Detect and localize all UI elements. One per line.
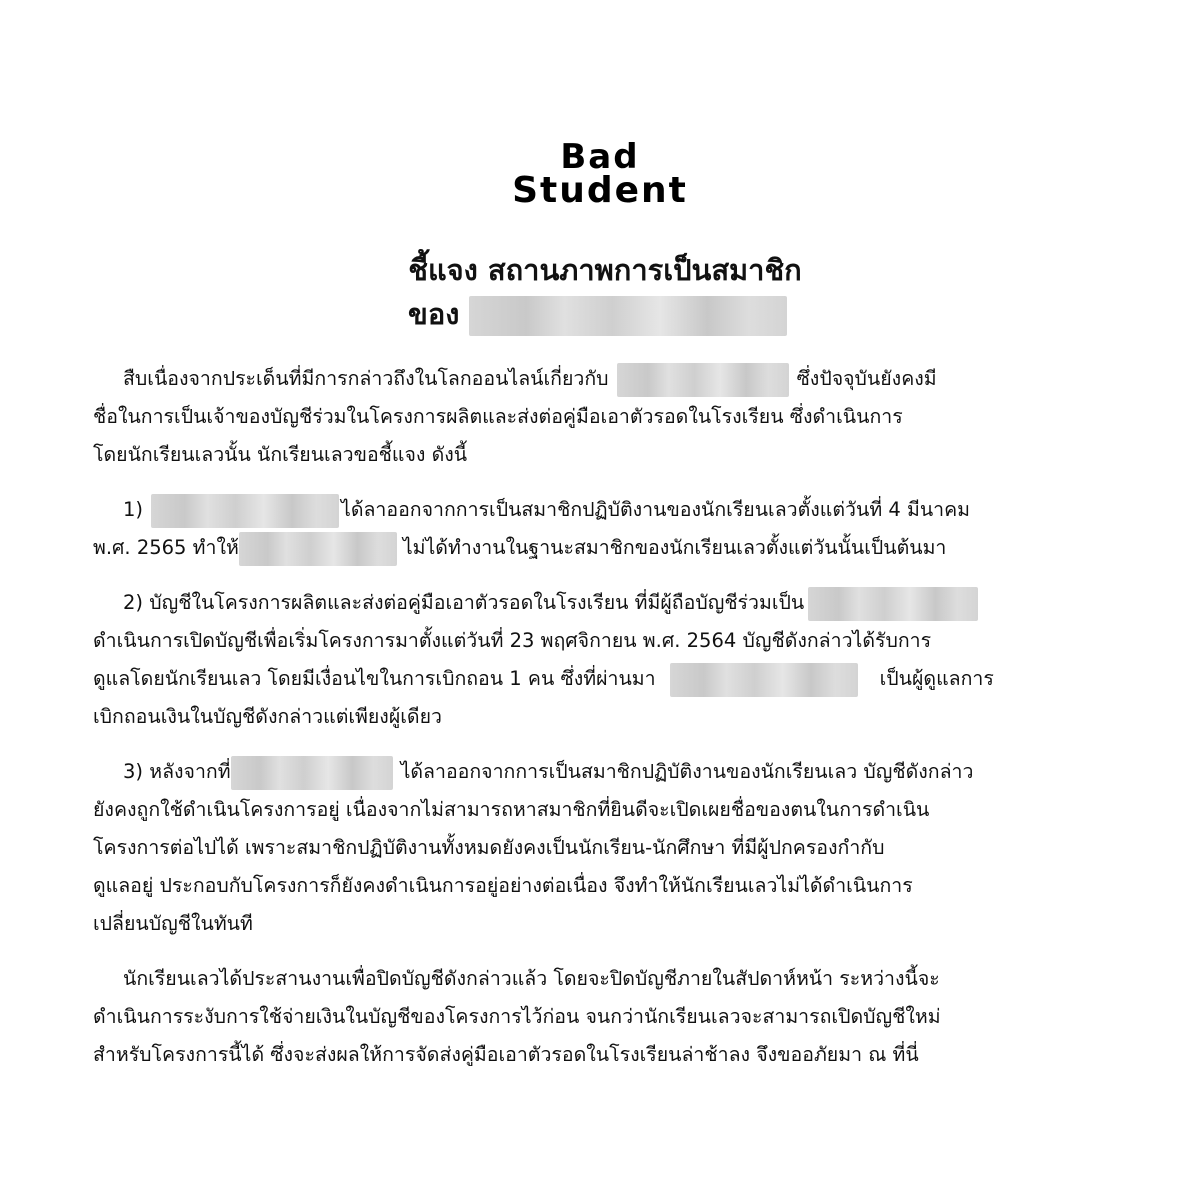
point-1-paragraph — [93, 491, 1113, 567]
title-prefix: ของ — [408, 297, 460, 331]
bad-student-logo — [490, 137, 710, 215]
point-1-text-2b: ไม่ได้ทำงานในฐานะสมาชิกของนักเรียนเลวตั้งแต่วันนั้นเป็นต้นมา — [402, 536, 947, 559]
statement-body — [93, 360, 1113, 1091]
intro-line-3: โดยนักเรียนเลวนั้น นักเรียนเลวขอชี้แจง ดังนี้ — [93, 443, 468, 466]
point-3-line-4: ดูแลอยู่ ประกอบกับโครงการก็ยังคงดำเนินการอยู่อย่างต่อเนื่อง จึงทำให้นักเรียนเลวไม่ได้ดำเนินการ — [93, 874, 913, 897]
point-2-text-3a: ดูแลโดยนักเรียนเลว โดยมีเงื่อนไขในการเบิกถอน 1 คน ซึ่งที่ผ่านมา — [93, 667, 656, 690]
point-2-line-2: ดำเนินการเปิดบัญชีเพื่อเริ่มโครงการมาตั้งแต่วันที่ 23 พฤศจิกายน พ.ศ. 2564 บัญชีดังกล่าวได้รับการ — [93, 629, 932, 652]
redacted-name-blur — [239, 532, 397, 566]
point-3-paragraph — [93, 753, 1113, 943]
intro-paragraph — [93, 360, 1113, 474]
closing-line-1: นักเรียนเลวได้ประสานงานเพื่อปิดบัญชีดังกล่าวแล้ว โดยจะปิดบัญชีภายในสัปดาห์หน้า ระหว่างนี้จะ — [123, 967, 940, 990]
redacted-name-blur — [617, 363, 789, 397]
title-line-2 — [408, 294, 787, 334]
redacted-name-blur — [670, 663, 858, 697]
point-3-text-1b: ได้ลาออกจากการเป็นสมาชิกปฏิบัติงานของนักเรียนเลว บัญชีดังกล่าว — [400, 760, 974, 783]
point-3-text-1a: 3) หลังจากที่ — [123, 760, 231, 783]
point-2-line-4: เบิกถอนเงินในบัญชีดังกล่าวแต่เพียงผู้เดียว — [93, 705, 442, 728]
point-2-paragraph — [93, 584, 1113, 736]
point-1-line-2 — [93, 529, 1113, 567]
redacted-name-blur — [469, 296, 787, 336]
title-line-1: ชี้แจง สถานภาพการเป็นสมาชิก — [408, 253, 802, 287]
logo-line-2: Student — [512, 170, 688, 211]
closing-paragraph — [93, 960, 1113, 1074]
point-3-line-1 — [93, 753, 1113, 791]
statement-title — [0, 250, 1200, 331]
logo-line-1: Bad — [560, 137, 640, 177]
point-3-line-3: โครงการต่อไปได้ เพราะสมาชิกปฏิบัติงานทั้งหมดยังคงเป็นนักเรียน-นักศึกษา ที่มีผู้ปกครองกำกับ — [93, 836, 885, 859]
point-2-line-3 — [93, 660, 1113, 698]
intro-line-1 — [93, 360, 1113, 398]
point-1-text-2a: พ.ศ. 2565 ทำให้ — [93, 536, 239, 559]
closing-line-2: ดำเนินการระงับการใช้จ่ายเงินในบัญชีของโครงการไว้ก่อน จนกว่านักเรียนเลวจะสามารถเปิดบัญชีใหม่ — [93, 1005, 941, 1028]
closing-line-3: สำหรับโครงการนี้ได้ ซึ่งจะส่งผลให้การจัดส่งคู่มือเอาตัวรอดในโรงเรียนล่าช้าลง จึงขออภัยมา ณ ที่นี่ — [93, 1043, 919, 1066]
intro-text-1b: ซึ่งปัจจุบันยังคงมี — [796, 367, 937, 390]
point-1-text-1a: 1) — [123, 498, 144, 521]
intro-text-1a: สืบเนื่องจากประเด็นที่มีการกล่าวถึงในโลกออนไลน์เกี่ยวกับ — [123, 367, 609, 390]
point-1-line-1 — [93, 491, 1113, 529]
redacted-name-blur — [151, 494, 339, 528]
point-3-line-2: ยังคงถูกใช้ดำเนินโครงการอยู่ เนื่องจากไม่สามารถหาสมาชิกที่ยินดีจะเปิดเผยชื่อของตนในการดำเนิน — [93, 798, 930, 821]
point-3-line-5: เปลี่ยนบัญชีในทันที — [93, 912, 253, 935]
redacted-name-blur — [808, 587, 978, 621]
intro-line-2: ชื่อในการเป็นเจ้าของบัญชีร่วมในโครงการผลิตและส่งต่อคู่มือเอาตัวรอดในโรงเรียน ซึ่งดำเนินการ — [93, 405, 903, 428]
point-2-text-1a: 2) บัญชีในโครงการผลิตและส่งต่อคู่มือเอาตัวรอดในโรงเรียน ที่มีผู้ถือบัญชีร่วมเป็น — [123, 591, 805, 614]
redacted-name-blur — [231, 756, 393, 790]
point-2-line-1 — [93, 584, 1113, 622]
point-1-text-1b: ได้ลาออกจากการเป็นสมาชิกปฏิบัติงานของนักเรียนเลวตั้งแต่วันที่ 4 มีนาคม — [341, 498, 971, 521]
point-2-text-3b: เป็นผู้ดูแลการ — [879, 667, 994, 690]
